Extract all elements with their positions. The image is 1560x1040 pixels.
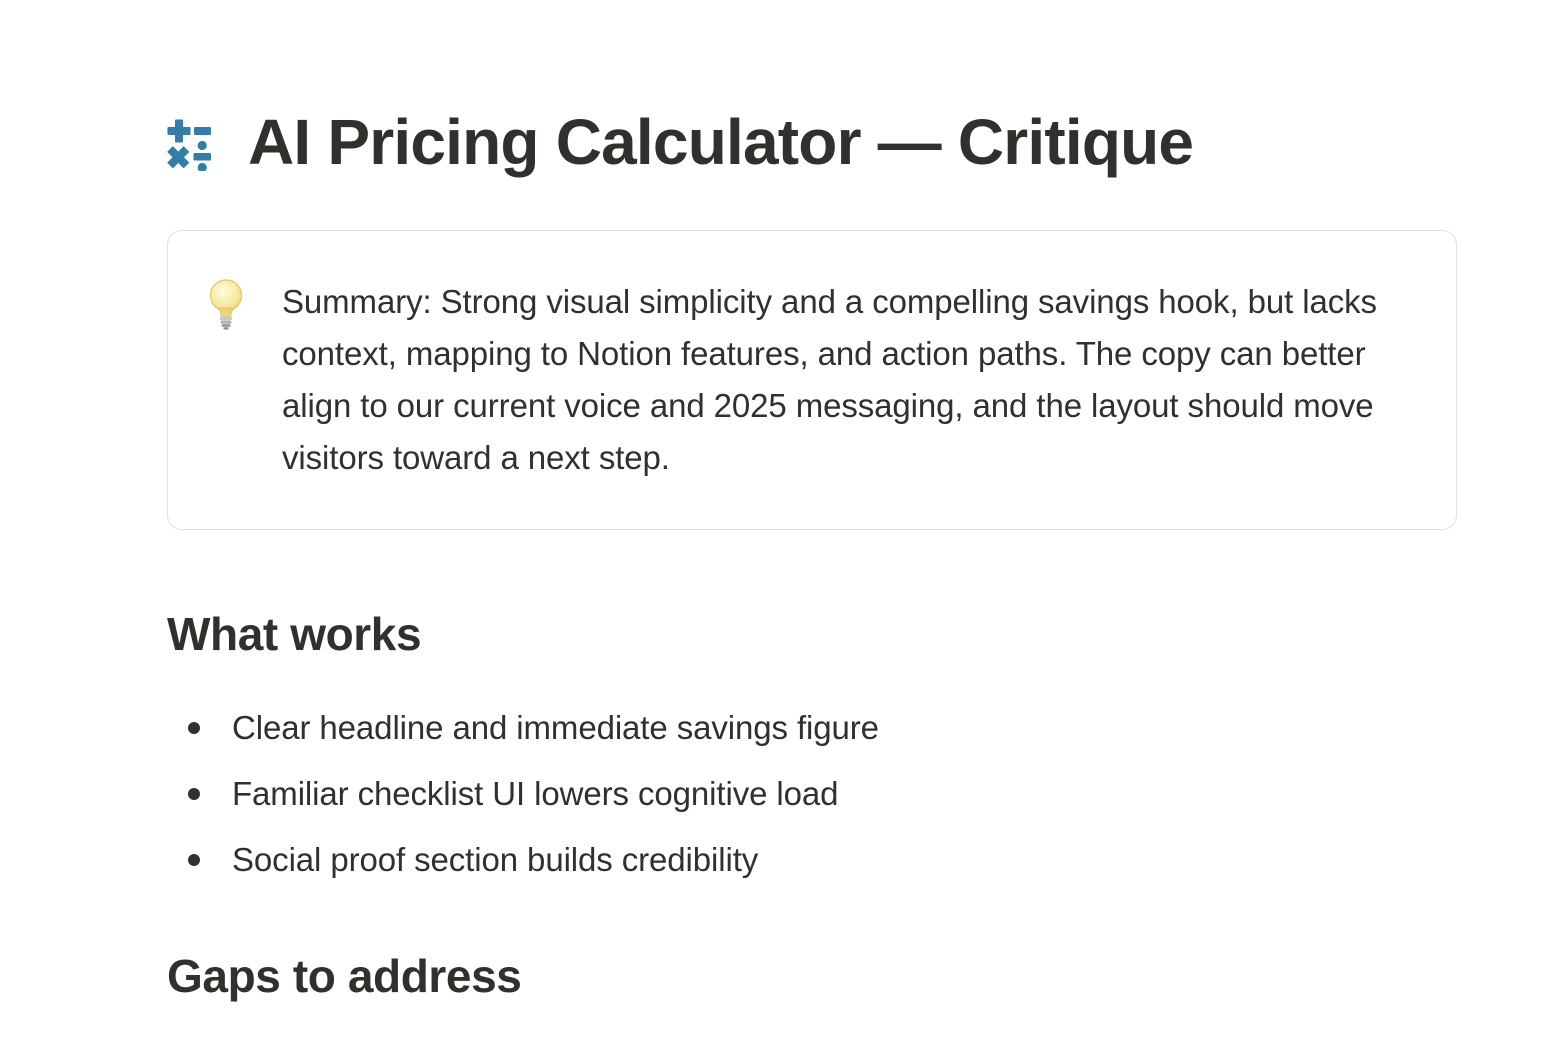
heading-gaps-to-address: Gaps to address <box>167 950 522 1002</box>
page-title: AI Pricing Calculator — Critique <box>248 106 1194 178</box>
page-title-row <box>167 0 1460 178</box>
list-item-text: Social proof section builds credibility <box>232 841 759 878</box>
bullet-dot-icon <box>188 722 200 734</box>
list-item <box>167 695 1460 761</box>
summary-text: Summary: Strong visual simplicity and a compelling savings hook, but lacks context, mapping to Notion features, and action paths. The copy can better align to our current voice and 2025 messaging, and the layout should move visitors toward a next step. <box>282 283 1377 476</box>
list-item-text: Clear headline and immediate savings figure <box>232 709 879 746</box>
heading-what-works: What works <box>167 608 422 660</box>
list-item-text: Familiar checklist UI lowers cognitive load <box>232 775 839 812</box>
math-symbols-icon[interactable] <box>167 119 211 171</box>
what-works-list <box>167 695 1460 893</box>
lightbulb-icon <box>206 278 246 330</box>
bullet-dot-icon <box>188 788 200 800</box>
bullet-dot-icon <box>188 854 200 866</box>
summary-callout <box>167 230 1457 530</box>
list-item <box>167 761 1460 827</box>
list-item <box>167 827 1460 893</box>
